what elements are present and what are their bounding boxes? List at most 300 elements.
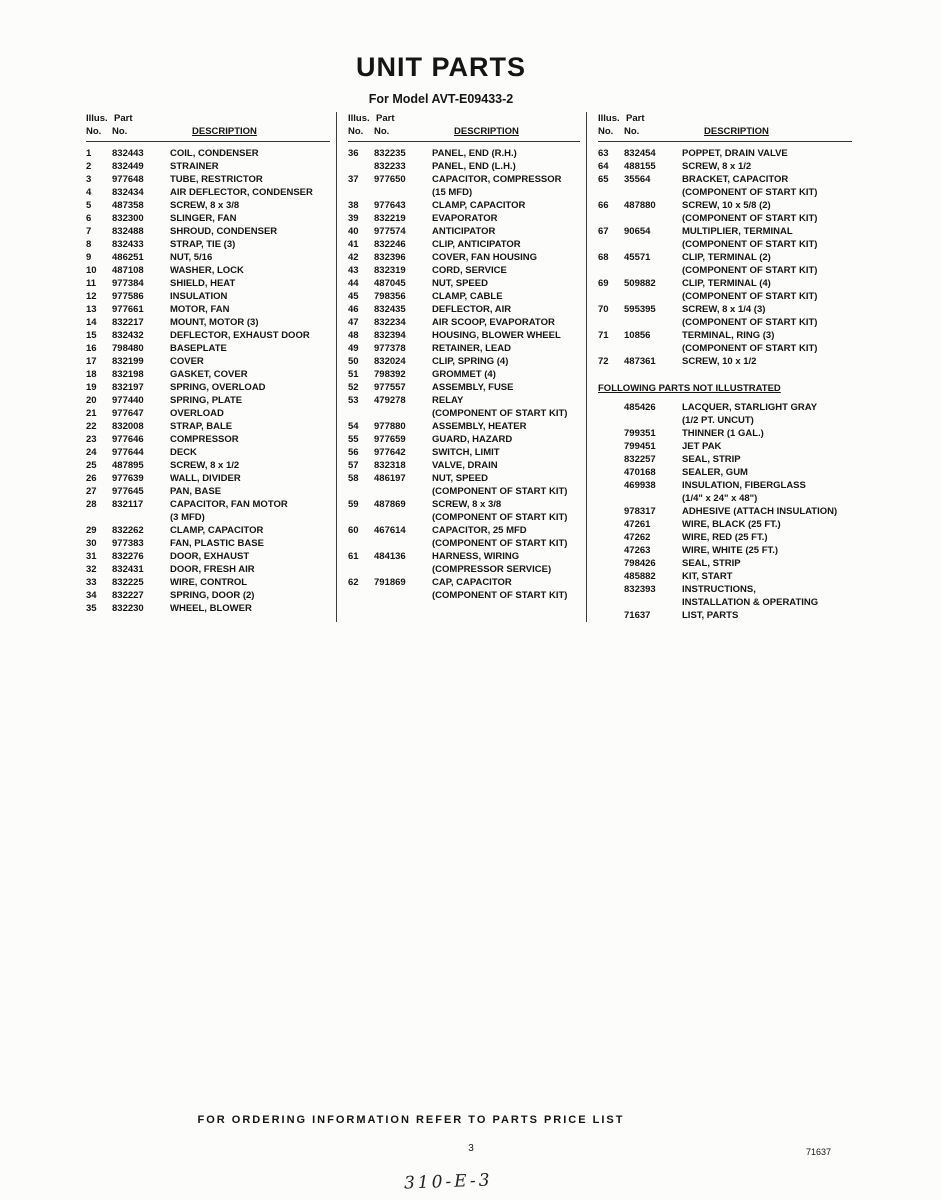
ordering-note: FOR ORDERING INFORMATION REFER TO PARTS PRICE LIST: [197, 1114, 625, 1126]
header-no2-label: No.: [374, 126, 390, 137]
description-line: SCREW, 8 x 1/2: [170, 460, 240, 471]
description-cell: [170, 147, 330, 160]
part-no-cell: 487361: [624, 356, 656, 367]
part-no-cell: 488155: [624, 161, 656, 172]
description-cell: [432, 160, 580, 173]
header-no2-label: No.: [112, 126, 128, 137]
description-cell: [682, 531, 852, 544]
illus-no-cell: 13: [86, 304, 97, 315]
description-cell: [170, 264, 330, 277]
header-line-1: [86, 112, 330, 125]
description-cell: [682, 466, 852, 479]
description-line: PANEL, END (R.H.): [432, 148, 517, 159]
description-cell: [682, 453, 852, 466]
description-line: VALVE, DRAIN: [432, 460, 498, 471]
illus-no-cell: 61: [348, 551, 359, 562]
description-cell: [682, 355, 852, 368]
description-cell: [432, 524, 580, 550]
description-cell: [432, 225, 580, 238]
description-line: SEAL, STRIP: [682, 454, 741, 465]
description-cell: [170, 303, 330, 316]
description-cell: [170, 537, 330, 550]
description-line: SCREW, 10 x 1/2: [682, 356, 757, 367]
header-line-2: [86, 125, 330, 139]
part-no-cell: 10856: [624, 330, 651, 341]
description-line: WASHER, LOCK: [170, 265, 244, 276]
header-line-2: [348, 125, 580, 139]
description-line: AIR SCOOP, EVAPORATOR: [432, 317, 555, 328]
description-line: CLAMP, CAPACITOR: [432, 200, 526, 211]
illus-no-cell: 26: [86, 473, 97, 484]
table-row: [598, 531, 852, 544]
illus-no-cell: 64: [598, 161, 609, 172]
table-row: [598, 479, 852, 505]
table-row: [348, 550, 580, 576]
table-row: [86, 238, 330, 251]
part-no-cell: 832230: [112, 603, 144, 614]
description-line: RETAINER, LEAD: [432, 343, 511, 354]
part-no-cell: 469938: [624, 480, 656, 491]
description-line: NUT, 5/16: [170, 252, 213, 263]
parts-column-2: [336, 112, 586, 622]
part-no-cell: 832319: [374, 265, 406, 276]
part-no-cell: 832198: [112, 369, 144, 380]
table-row: [348, 394, 580, 420]
part-no-cell: 47263: [624, 545, 651, 556]
description-cell: [170, 433, 330, 446]
description-line: KIT, START: [682, 571, 733, 582]
description-line: GUARD, HAZARD: [432, 434, 513, 445]
description-line: OVERLOAD: [170, 408, 224, 419]
description-line: BRACKET, CAPACITOR: [682, 174, 789, 185]
table-row: [86, 199, 330, 212]
illus-no-cell: 20: [86, 395, 97, 406]
description-cell: [432, 329, 580, 342]
description-line: SPRING, PLATE: [170, 395, 243, 406]
illus-no-cell: 60: [348, 525, 359, 536]
table-row: [348, 225, 580, 238]
description-line: ASSEMBLY, FUSE: [432, 382, 514, 393]
part-no-cell: 832024: [374, 356, 406, 367]
description-line: ADHESIVE (ATTACH INSULATION): [682, 506, 838, 517]
header-description-label: DESCRIPTION: [192, 126, 257, 137]
table-header: [86, 112, 330, 142]
illus-no-cell: 27: [86, 486, 97, 497]
table-row: [86, 147, 330, 160]
description-line: SLINGER, FAN: [170, 213, 237, 224]
page-title: UNIT PARTS: [356, 52, 526, 82]
illus-no-cell: 63: [598, 148, 609, 159]
description-line: COVER: [170, 356, 204, 367]
table-row: [86, 550, 330, 563]
header-line-1: [598, 112, 852, 125]
table-row: [348, 368, 580, 381]
part-no-cell: 798356: [374, 291, 406, 302]
illus-no-cell: 10: [86, 265, 97, 276]
table-row: [348, 342, 580, 355]
description-cell: [682, 440, 852, 453]
table-row: [348, 212, 580, 225]
description-line: (COMPONENT OF START KIT): [432, 512, 568, 523]
table-row: [86, 225, 330, 238]
table-row: [86, 576, 330, 589]
illus-no-cell: 69: [598, 278, 609, 289]
part-no-cell: 832197: [112, 382, 144, 393]
illus-no-cell: [598, 440, 624, 453]
table-row: [598, 225, 852, 251]
table-row: [348, 238, 580, 251]
parts-table: [86, 112, 858, 622]
description-cell: [432, 576, 580, 602]
description-line: BASEPLATE: [170, 343, 227, 354]
description-cell: [170, 212, 330, 225]
description-cell: [170, 485, 330, 498]
table-row: [598, 199, 852, 225]
part-no-cell: 486197: [374, 473, 406, 484]
part-no-cell: 977644: [112, 447, 144, 458]
illus-no-cell: 5: [86, 200, 92, 211]
part-no-cell: 832434: [112, 187, 144, 198]
description-line: RELAY: [432, 395, 464, 406]
part-no-cell: 71637: [624, 610, 651, 621]
description-cell: [432, 381, 580, 394]
table-row: [598, 570, 852, 583]
part-no-cell: 487108: [112, 265, 144, 276]
description-cell: [432, 238, 580, 251]
description-cell: [170, 420, 330, 433]
part-no-cell: 595395: [624, 304, 656, 315]
part-no-cell: 487358: [112, 200, 144, 211]
description-line: AIR DEFLECTOR, CONDENSER: [170, 187, 313, 198]
parts-column-3: [586, 112, 858, 622]
description-cell: [170, 342, 330, 355]
description-line: CAP, CAPACITOR: [432, 577, 512, 588]
description-line: CLIP, TERMINAL (4): [682, 278, 771, 289]
description-line: (3 MFD): [170, 512, 205, 523]
part-no-cell: 798480: [112, 343, 144, 354]
description-line: SHIELD, HEAT: [170, 278, 236, 289]
part-no-cell: 487880: [624, 200, 656, 211]
header-line-1: [348, 112, 580, 125]
description-line: COIL, CONDENSER: [170, 148, 259, 159]
part-no-cell: 832008: [112, 421, 144, 432]
description-cell: [682, 518, 852, 531]
description-line: JET PAK: [682, 441, 722, 452]
not-illustrated-title: FOLLOWING PARTS NOT ILLUSTRATED: [598, 383, 781, 394]
illus-no-cell: [598, 518, 624, 531]
description-line: DEFLECTOR, AIR: [432, 304, 512, 315]
table-row: [86, 212, 330, 225]
description-cell: [170, 576, 330, 589]
description-line: (COMPONENT OF START KIT): [682, 265, 818, 276]
description-cell: [170, 225, 330, 238]
description-cell: [170, 160, 330, 173]
illus-no-cell: 31: [86, 551, 97, 562]
table-row: [598, 544, 852, 557]
table-row: [598, 251, 852, 277]
part-no-cell: 47261: [624, 519, 651, 530]
part-no-cell: 832432: [112, 330, 144, 341]
description-line: TUBE, RESTRICTOR: [170, 174, 263, 185]
illus-no-cell: [598, 609, 624, 622]
table-row: [86, 264, 330, 277]
part-no-cell: 832117: [112, 499, 144, 510]
table-row: [86, 173, 330, 186]
description-line: FAN, PLASTIC BASE: [170, 538, 264, 549]
illus-no-cell: 28: [86, 499, 97, 510]
description-line: SPRING, DOOR (2): [170, 590, 255, 601]
description-cell: [170, 446, 330, 459]
illus-no-cell: 38: [348, 200, 359, 211]
description-cell: [170, 589, 330, 602]
illus-no-cell: [598, 427, 624, 440]
part-no-cell: 798392: [374, 369, 406, 380]
part-no-cell: 977383: [112, 538, 144, 549]
description-line: GASKET, COVER: [170, 369, 248, 380]
description-line: INSULATION, FIBERGLASS: [682, 480, 806, 491]
part-no-cell: 832199: [112, 356, 144, 367]
table-row: [86, 498, 330, 524]
part-no-cell: 832394: [374, 330, 406, 341]
description-cell: [170, 381, 330, 394]
illus-no-cell: 70: [598, 304, 609, 315]
illus-no-cell: [598, 544, 624, 557]
illus-no-cell: 59: [348, 499, 359, 510]
description-line: INSULATION: [170, 291, 228, 302]
description-cell: [432, 173, 580, 199]
description-line: PAN, BASE: [170, 486, 222, 497]
illus-no-cell: 14: [86, 317, 97, 328]
illus-no-cell: [348, 160, 374, 173]
illus-no-cell: 54: [348, 421, 359, 432]
illus-no-cell: 18: [86, 369, 97, 380]
illus-no-cell: 53: [348, 395, 359, 406]
part-no-cell: 977659: [374, 434, 406, 445]
description-line: INSTRUCTIONS,: [682, 584, 756, 595]
part-no-cell: 977647: [112, 408, 144, 419]
part-no-cell: 977440: [112, 395, 144, 406]
part-no-cell: 977639: [112, 473, 144, 484]
description-line: COMPRESSOR: [170, 434, 239, 445]
description-cell: [682, 505, 852, 518]
part-no-cell: 977642: [374, 447, 406, 458]
description-line: SCREW, 8 x 1/4 (3): [682, 304, 766, 315]
description-cell: [432, 212, 580, 225]
part-no-cell: 791869: [374, 577, 406, 588]
part-no-cell: 832433: [112, 239, 144, 250]
table-row: [348, 290, 580, 303]
description-cell: [432, 264, 580, 277]
table-row: [598, 329, 852, 355]
description-cell: [682, 251, 852, 277]
part-no-cell: 977648: [112, 174, 144, 185]
header-no-label: No.: [598, 126, 614, 137]
description-cell: [170, 277, 330, 290]
description-line: EVAPORATOR: [432, 213, 498, 224]
description-cell: [432, 459, 580, 472]
description-cell: [682, 199, 852, 225]
description-cell: [432, 446, 580, 459]
illus-no-cell: 47: [348, 317, 359, 328]
table-row: [86, 537, 330, 550]
illus-no-cell: 36: [348, 148, 359, 159]
part-no-cell: 832449: [112, 161, 144, 172]
illus-no-cell: 3: [86, 174, 92, 185]
table-row: [348, 433, 580, 446]
illus-no-cell: 8: [86, 239, 92, 250]
header-illus-label: Illus.: [86, 113, 108, 124]
illus-no-cell: [598, 531, 624, 544]
header-part-label: Part: [114, 113, 133, 124]
description-cell: [170, 498, 330, 524]
table-row: [86, 290, 330, 303]
illus-no-cell: 34: [86, 590, 97, 601]
table-row: [348, 264, 580, 277]
part-no-cell: 35564: [624, 174, 651, 185]
description-cell: [682, 609, 852, 622]
description-line: (COMPONENT OF START KIT): [432, 538, 568, 549]
table-row: [598, 160, 852, 173]
illus-no-cell: 44: [348, 278, 359, 289]
illus-no-cell: 43: [348, 265, 359, 276]
description-line: POPPET, DRAIN VALVE: [682, 148, 788, 159]
description-cell: [682, 401, 852, 427]
table-row: [86, 459, 330, 472]
table-row: [598, 401, 852, 427]
table-row: [598, 609, 852, 622]
description-cell: [682, 303, 852, 329]
table-row: [348, 329, 580, 342]
table-row: [86, 433, 330, 446]
table-row: [348, 277, 580, 290]
description-line: (15 MFD): [432, 187, 473, 198]
description-cell: [170, 407, 330, 420]
description-line: (COMPONENT OF START KIT): [682, 239, 818, 250]
table-row: [598, 453, 852, 466]
part-no-cell: 487869: [374, 499, 406, 510]
description-line: TERMINAL, RING (3): [682, 330, 775, 341]
part-no-cell: 977384: [112, 278, 144, 289]
description-cell: [170, 238, 330, 251]
description-cell: [170, 602, 330, 615]
part-no-cell: 799451: [624, 441, 656, 452]
illus-no-cell: [598, 401, 624, 427]
table-row: [598, 505, 852, 518]
part-no-cell: 977643: [374, 200, 406, 211]
description-cell: [170, 394, 330, 407]
table-row: [86, 485, 330, 498]
part-no-cell: 977661: [112, 304, 144, 315]
header-no2-label: No.: [624, 126, 640, 137]
illus-no-cell: 40: [348, 226, 359, 237]
parts-column-1: [86, 112, 336, 622]
part-no-cell: 45571: [624, 252, 651, 263]
table-row: [348, 173, 580, 199]
illus-no-cell: 1: [86, 148, 92, 159]
illus-no-cell: 68: [598, 252, 609, 263]
table-row: [348, 472, 580, 498]
table-row: [86, 368, 330, 381]
description-cell: [170, 524, 330, 537]
description-cell: [170, 368, 330, 381]
description-cell: [682, 583, 852, 609]
description-line: HARNESS, WIRING: [432, 551, 520, 562]
illus-no-cell: 16: [86, 343, 97, 354]
part-no-cell: 832235: [374, 148, 406, 159]
description-cell: [682, 329, 852, 355]
illus-no-cell: 62: [348, 577, 359, 588]
illus-no-cell: 58: [348, 473, 359, 484]
header-description-label: DESCRIPTION: [454, 126, 519, 137]
table-row: [348, 576, 580, 602]
part-no-cell: 832443: [112, 148, 144, 159]
table-row: [86, 394, 330, 407]
parts-rows: [598, 147, 852, 368]
illus-no-cell: 46: [348, 304, 359, 315]
illus-no-cell: 42: [348, 252, 359, 263]
description-line: CAPACITOR, COMPRESSOR: [432, 174, 562, 185]
table-row: [348, 446, 580, 459]
part-no-cell: 485426: [624, 402, 656, 413]
description-cell: [432, 368, 580, 381]
part-no-cell: 832246: [374, 239, 406, 250]
part-no-cell: 832219: [374, 213, 406, 224]
illus-no-cell: [598, 466, 624, 479]
description-line: WHEEL, BLOWER: [170, 603, 252, 614]
illus-no-cell: 22: [86, 421, 97, 432]
part-no-cell: 487895: [112, 460, 144, 471]
table-row: [86, 407, 330, 420]
description-cell: [170, 199, 330, 212]
illus-no-cell: 48: [348, 330, 359, 341]
table-row: [598, 518, 852, 531]
table-row: [598, 277, 852, 303]
description-cell: [682, 544, 852, 557]
part-no-cell: 977645: [112, 486, 144, 497]
description-cell: [170, 550, 330, 563]
description-cell: [170, 459, 330, 472]
table-row: [598, 427, 852, 440]
part-no-cell: 479278: [374, 395, 406, 406]
table-row: [86, 355, 330, 368]
illus-no-cell: 37: [348, 174, 359, 185]
illus-no-cell: 12: [86, 291, 97, 302]
table-row: [598, 303, 852, 329]
illus-no-cell: 39: [348, 213, 359, 224]
description-cell: [682, 479, 852, 505]
part-no-cell: 977650: [374, 174, 406, 185]
description-line: GROMMET (4): [432, 369, 496, 380]
description-cell: [170, 316, 330, 329]
description-line: SWITCH, LIMIT: [432, 447, 500, 458]
page-number: 3: [468, 1143, 474, 1154]
description-line: SCREW, 8 x 3/8: [432, 499, 502, 510]
header-no-label: No.: [348, 126, 364, 137]
description-cell: [432, 550, 580, 576]
illus-no-cell: 57: [348, 460, 359, 471]
table-row: [348, 459, 580, 472]
description-cell: [432, 199, 580, 212]
header-illus-label: Illus.: [348, 113, 370, 124]
part-no-cell: 485882: [624, 571, 656, 582]
header-illus-label: Illus.: [598, 113, 620, 124]
table-row: [86, 472, 330, 485]
illus-no-cell: 52: [348, 382, 359, 393]
part-no-cell: 977378: [374, 343, 406, 354]
illus-no-cell: 17: [86, 356, 97, 367]
description-cell: [170, 329, 330, 342]
description-line: SCREW, 10 x 5/8 (2): [682, 200, 771, 211]
